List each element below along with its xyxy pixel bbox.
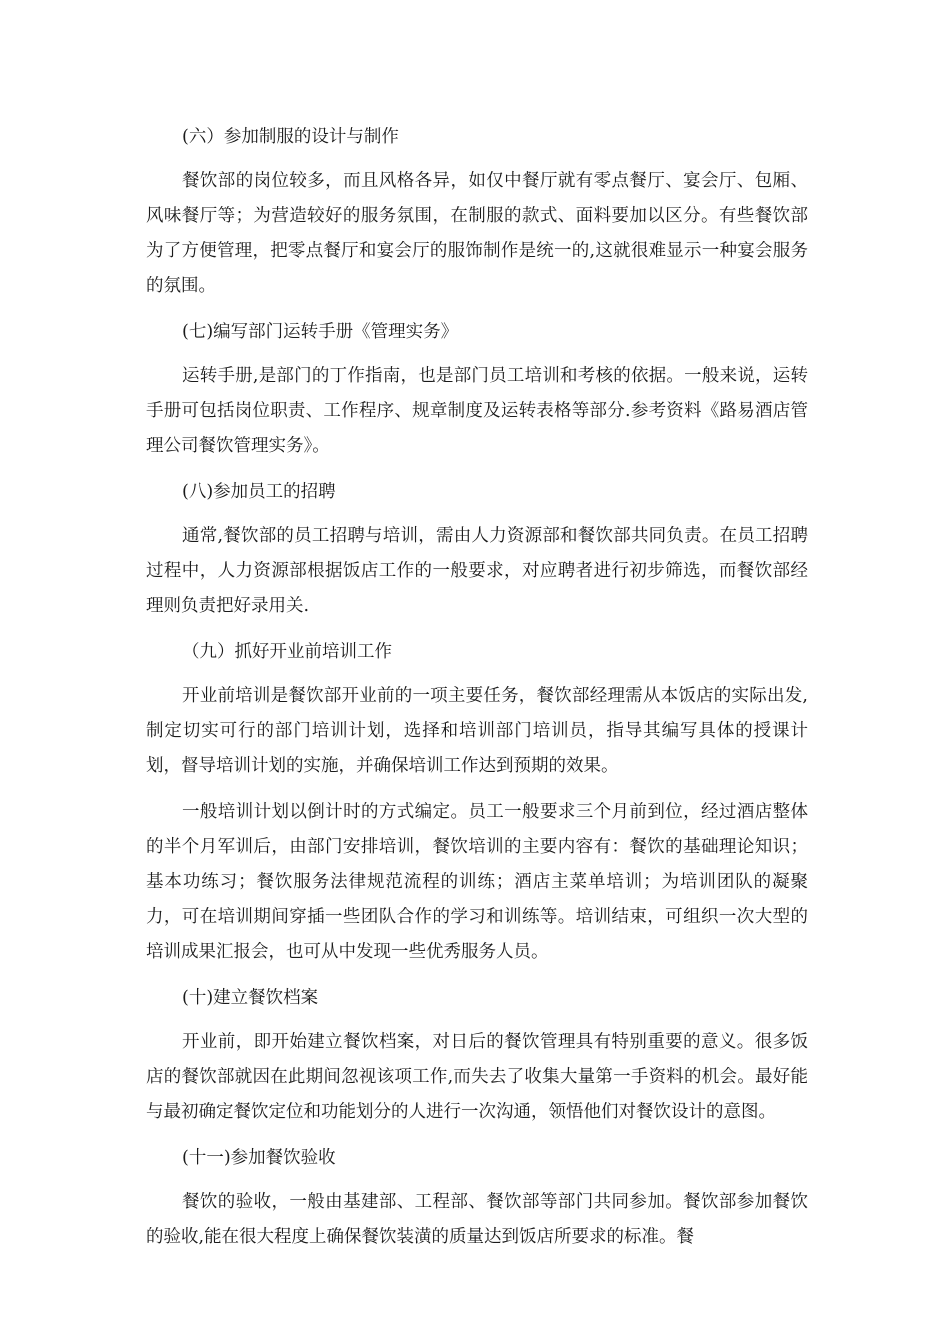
section-11-paragraph-1: 餐饮的验收，一般由基建部、工程部、餐饮部等部门共同参加。餐饮部参加餐饮的验收,能在很大程度上确保餐饮装潢的质量达到饭店所要求的标准。餐 xyxy=(146,1192,808,1247)
document-body xyxy=(146,120,808,1255)
section-9-paragraph-1: 开业前培训是餐饮部开业前的一项主要任务，餐饮部经理需从本饭店的实际出发,制定切实可行的部门培训计划，选择和培训部门培训员，指导其编写具体的授课计划，督导培训计划的实施，并确保培训工作达到预期的效果。 xyxy=(146,686,808,776)
section-7-paragraph-1: 运转手册,是部门的丁作指南，也是部门员工培训和考核的依据。一般来说，运转手册可包括岗位职责、工作程序、规章制度及运转表格等部分.参考资料《路易酒店管理公司餐饮管理实务》。 xyxy=(146,366,808,456)
section-heading-8: (八)参加员工的招聘 xyxy=(182,482,336,502)
section-heading-10: (十)建立餐饮档案 xyxy=(182,988,319,1008)
section-6-paragraph-1: 餐饮部的岗位较多，而且风格各异，如仅中餐厅就有零点餐厅、宴会厅、包厢、风味餐厅等；为营造较好的服务氛围，在制服的款式、面料要加以区分。有些餐饮部为了方便管理，把零点餐厅和宴会厅的服饰制作是统一的,这就很难显示一种宴会服务的氛围。 xyxy=(146,171,808,296)
section-heading-7: (七)编写部门运转手册《管理实务》 xyxy=(182,322,459,342)
section-heading-11: (十一)参加餐饮验收 xyxy=(182,1148,336,1168)
section-10-paragraph-1: 开业前，即开始建立餐饮档案，对日后的餐饮管理具有特别重要的意义。很多饭店的餐饮部就因在此期间忽视该项工作,而失去了收集大量第一手资料的机会。最好能与最初确定餐饮定位和功能划分的人进行一次沟通，领悟他们对餐饮设计的意图。 xyxy=(146,1032,808,1122)
section-heading-9: （九）抓好开业前培训工作 xyxy=(182,642,392,662)
section-heading-6: (六）参加制服的设计与制作 xyxy=(182,127,399,147)
section-9-paragraph-2: 一般培训计划以倒计时的方式编定。员工一般要求三个月前到位，经过酒店整体的半个月军训后，由部门安排培训，餐饮培训的主要内容有：餐饮的基础理论知识；基本功练习；餐饮服务法律规范流程的训练；酒店主菜单培训；为培训团队的凝聚力，可在培训期间穿插一些团队合作的学习和训练等。培训结束，可组织一次大型的培训成果汇报会，也可从中发现一些优秀服务人员。 xyxy=(146,802,808,962)
section-8-paragraph-1: 通常,餐饮部的员工招聘与培训，需由人力资源部和餐饮部共同负责。在员工招聘过程中，人力资源部根据饭店工作的一般要求，对应聘者进行初步筛选，而餐饮部经理则负责把好录用关. xyxy=(146,526,808,616)
